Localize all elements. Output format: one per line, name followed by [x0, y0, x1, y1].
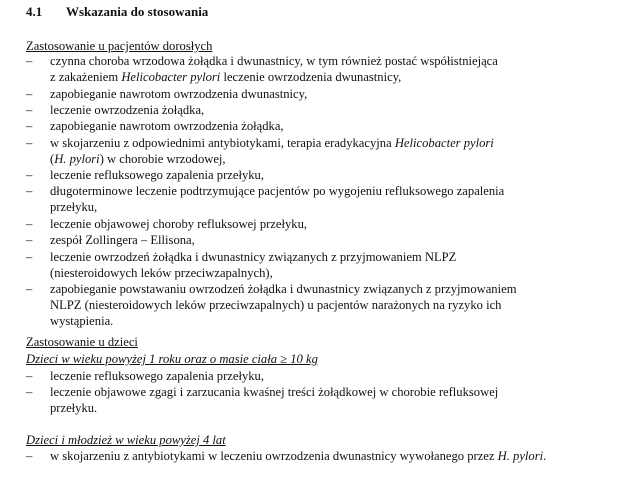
- list-item: [26, 232, 606, 248]
- section-heading: [26, 4, 208, 20]
- adults-heading: Zastosowanie u pacjentów dorosłych: [26, 39, 213, 53]
- children-subheading: Dzieci w wieku powyżej 1 roku oraz o masie ciała ≥ 10 kg: [26, 352, 318, 366]
- list-item: [26, 183, 606, 215]
- list-item-text: [50, 448, 606, 464]
- list-item-text: [50, 183, 606, 215]
- list-item: [26, 135, 606, 167]
- list-item-text: [50, 53, 606, 85]
- list-item-line: NLPZ (niesteroidowych leków przeciwzapalnych) u pacjentów narażonych na ryzyko ich: [50, 298, 502, 313]
- list-item: [26, 53, 606, 85]
- list-item-text: [50, 368, 606, 384]
- list-item-line: zespół Zollingera – Ellisona,: [50, 233, 195, 248]
- list-item-text: [50, 167, 606, 183]
- list-item-text: [50, 118, 606, 134]
- list-item-text: [50, 232, 606, 248]
- list-dash: –: [26, 119, 33, 134]
- list-dash: –: [26, 249, 33, 264]
- list-item-text: [50, 135, 606, 167]
- list-dash: –: [26, 86, 33, 101]
- list-dash: –: [26, 282, 33, 297]
- list-item-text: [50, 249, 606, 281]
- list-dash: –: [26, 233, 33, 248]
- list-item-line: leczenie objawowe zgagi i zarzucania kwaśnej treści żołądkowej w chorobie refluksowej: [50, 385, 499, 400]
- list-dash: –: [26, 449, 33, 463]
- list-item-line: zapobieganie powstawaniu owrzodzeń żołądka i dwunastnicy związanych z przyjmowaniem: [50, 282, 517, 297]
- list-dash: –: [26, 184, 33, 199]
- list-item: [26, 167, 606, 183]
- list-item: [26, 448, 606, 464]
- adolescents-subheading: Dzieci i młodzież w wieku powyżej 4 lat: [26, 433, 226, 447]
- section-title: Wskazania do stosowania: [66, 4, 209, 19]
- list-item-line: w skojarzeniu z odpowiednimi antybiotykami, terapia eradykacyjna Helicobacter pylori: [50, 135, 494, 150]
- list-item-line: czynna choroba wrzodowa żołądka i dwunastnicy, w tym również postać współistniejąca: [50, 54, 498, 68]
- list-item: [26, 368, 606, 384]
- list-dash: –: [26, 54, 33, 68]
- list-item: [26, 216, 606, 232]
- list-dash: –: [26, 168, 33, 183]
- list-dash: –: [26, 102, 33, 117]
- list-item-line: zapobieganie nawrotom owrzodzenia żołądka,: [50, 119, 284, 134]
- list-item-line: leczenie refluksowego zapalenia przełyku,: [50, 168, 264, 183]
- list-item: [26, 249, 606, 281]
- list-item-text: [50, 102, 606, 118]
- list-dash: –: [26, 385, 33, 400]
- list-item-text: [50, 216, 606, 232]
- section-number: 4.1: [26, 4, 43, 19]
- list-item-line: w skojarzeniu z antybiotykami w leczeniu owrzodzenia dwunastnicy wywołanego przez H. pylori.: [50, 449, 547, 463]
- list-item: [26, 384, 606, 416]
- list-item-line: (niesteroidowych leków przeciwzapalnych),: [50, 265, 273, 280]
- list-item-line: przełyku,: [50, 200, 98, 215]
- list-item-line: z zakażeniem Helicobacter pylori leczenie owrzodzenia dwunastnicy,: [50, 70, 402, 84]
- list-item-line: leczenie owrzodzeń żołądka i dwunastnicy związanych z przyjmowaniem NLPZ: [50, 249, 457, 264]
- list-item-text: [50, 281, 606, 329]
- list-item-line: długoterminowe leczenie podtrzymujące pacjentów po wygojeniu refluksowego zapalenia: [50, 184, 505, 199]
- list-dash: –: [26, 369, 33, 383]
- list-item-line: przełyku.: [50, 401, 98, 416]
- list-item-line: leczenie refluksowego zapalenia przełyku,: [50, 369, 264, 383]
- children-heading: Zastosowanie u dzieci: [26, 335, 138, 349]
- list-item-text: [50, 384, 606, 416]
- list-item: [26, 86, 606, 102]
- list-dash: –: [26, 135, 33, 150]
- list-dash: –: [26, 217, 33, 231]
- list-item-text: [50, 86, 606, 102]
- list-item-line: leczenie owrzodzenia żołądka,: [50, 102, 205, 117]
- list-item-line: wystąpienia.: [50, 314, 114, 329]
- list-item-line: zapobieganie nawrotom owrzodzenia dwunastnicy,: [50, 86, 308, 101]
- list-item-line: (H. pylori) w chorobie wrzodowej,: [50, 151, 226, 166]
- list-item: [26, 118, 606, 134]
- list-item: [26, 102, 606, 118]
- list-item-line: leczenie objawowej choroby refluksowej przełyku,: [50, 217, 308, 231]
- list-item: [26, 281, 606, 329]
